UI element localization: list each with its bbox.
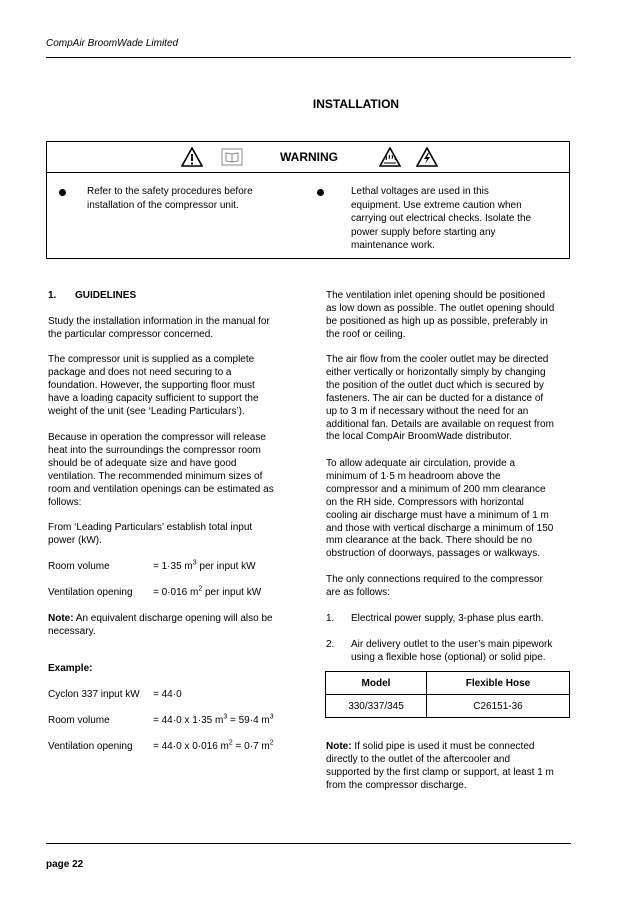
company-name: CompAir BroomWade Limited (46, 38, 179, 49)
bullet-icon (59, 189, 66, 196)
paragraph: The only connections required to the compressor are as follows: (326, 574, 543, 598)
example-input-label: Cyclon 337 input kW (48, 689, 140, 700)
paragraph: The air flow from the cooler outlet may be directed either vertically or horizontally simply by changing the position of the outlet duct which is secured by fasteners. The air can be ducted for a distance of up to 3 m if necessary without the need for an additional fan. Details are available on request from the local CompAir BroomWade distributor. (326, 354, 554, 443)
warning-label: WARNING (280, 150, 338, 164)
ventilation-value: = 0·016 $m^2$ per input kW (153, 585, 262, 598)
electrical-hazard-icon (416, 147, 438, 167)
warning-right-text: Lethal voltages are used in this equipment. Use extreme caution when carrying out electrical checks. Isolate the power supply before starting any maintenance work. (351, 186, 532, 251)
paragraph: The compressor unit is supplied as a complete package and does not need securing to a foundation. However, the supporting floor must have a loading capacity sufficient to support the weight of the unit (see ‘Leading Particulars’). (48, 354, 259, 417)
warning-triangle-icon (181, 147, 203, 167)
ventilation-label: Ventilation opening (48, 587, 133, 598)
section-number: 1. (48, 290, 57, 301)
warning-left-text: Refer to the safety procedures before installation of the compressor unit. (87, 186, 253, 211)
paragraph: From ‘Leading Particulars’ establish total input power (kW). (48, 522, 253, 546)
paragraph: The ventilation inlet opening should be positioned as low down as possible. The outlet opening should be positioned as high up as possible, preferably in the roof or ceiling. (326, 290, 555, 340)
page-title: INSTALLATION (312, 97, 400, 111)
table-header-row (326, 672, 570, 695)
page-number: page 22 (46, 859, 84, 870)
table-cell-model: 330/337/345 (326, 695, 427, 718)
paragraph: Study the installation information in the manual for the particular compressor concerned. (48, 316, 270, 340)
room-volume-value: = 1·35 $m^3$ per input kW (153, 559, 256, 572)
header-rule (46, 57, 571, 58)
room-volume-label: Room volume (48, 561, 110, 572)
section-heading: GUIDELINES (75, 290, 137, 301)
table-cell-hose: C26151-36 (427, 695, 570, 718)
list-number: 2. (326, 639, 335, 650)
hose-table (325, 671, 570, 718)
note: Note: If solid pipe is used it must be connected directly to the outlet of the aftercooler and supported by the first clamp or support, at least 1 m from the compressor discharge. (326, 741, 554, 791)
example-vent-label: Ventilation opening (48, 741, 133, 752)
bullet-icon (317, 189, 324, 196)
hot-surface-icon (379, 147, 401, 167)
note: Note: An equivalent discharge opening will also be necessary. (48, 613, 273, 637)
list-item: Air delivery outlet to the user’s main pipework using a flexible hose (optional) or solid pipe. (351, 639, 553, 663)
example-vent-value: = 44·0 x 0·016 $m^2 = 0\cdot 7$ $m^2$ (153, 739, 274, 752)
table-row (326, 695, 570, 718)
list-item: Electrical power supply, 3-phase plus earth. (351, 613, 544, 624)
example-room-label: Room volume (48, 715, 110, 726)
footer-rule (46, 843, 571, 844)
example-room-value: = 44·0 x 1·35 $m^3 = 59\cdot 4$ $m^3$ (153, 713, 274, 726)
list-number: 1. (326, 613, 335, 624)
example-input-value: = 44·0 (153, 689, 182, 700)
example-heading: Example: (48, 663, 93, 674)
table-header-model: Model (326, 672, 427, 695)
paragraph: To allow adequate air circulation, provide a minimum of 1·5 m headroom above the compressor and a minimum of 200 mm clearance on the RH side. Compressors with horizontal cooling air discharge must have a minimum of 1 m and those with vertical discharge a minimum of 150 mm clearance at the back. There should be no obstruction of doorways, passages or walkways. (326, 458, 554, 560)
table-header-hose: Flexible Hose (427, 672, 570, 695)
warning-box (46, 141, 570, 259)
warning-header (47, 142, 569, 173)
paragraph: Because in operation the compressor will release heat into the surroundings the compressor room should be of adequate size and have good ventilation. The recommended minimum sizes of room and ventilation openings can be estimated as follows: (48, 432, 274, 508)
manual-book-icon (221, 148, 243, 166)
